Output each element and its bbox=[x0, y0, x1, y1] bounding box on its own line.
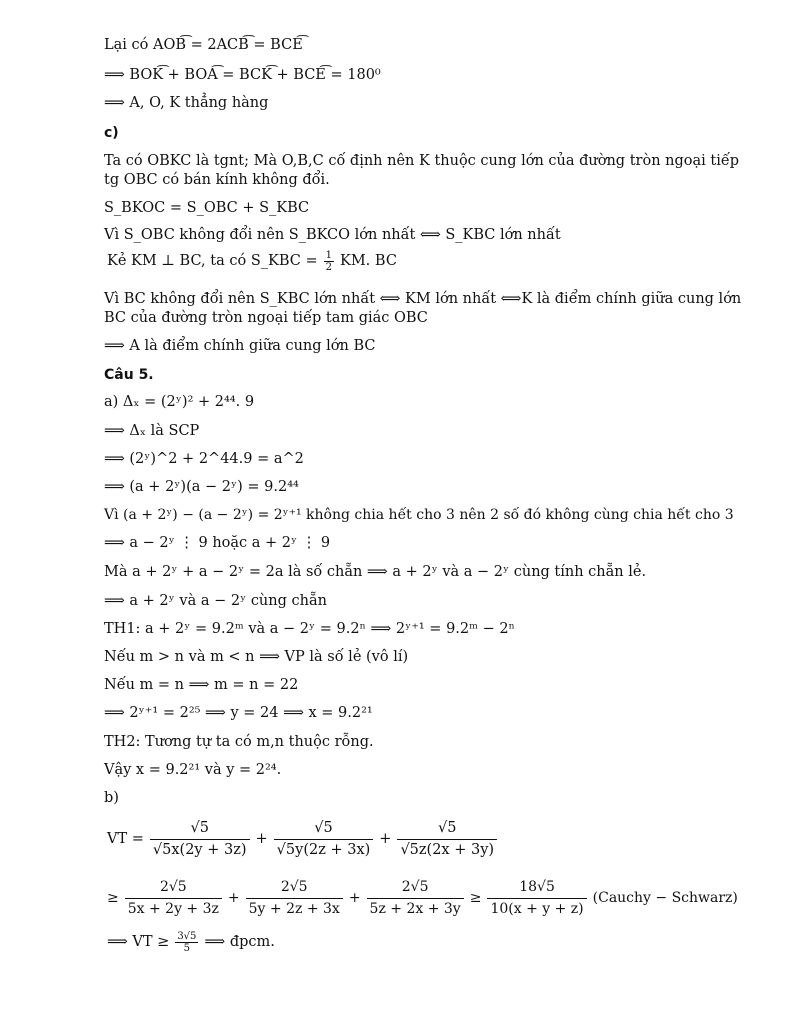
fraction-numerator: √5 bbox=[274, 818, 374, 840]
equation-inequality bbox=[104, 877, 741, 920]
fraction-numerator: 2√5 bbox=[367, 877, 464, 899]
text-line: ⟹ A, O, K thẳng hàng bbox=[104, 95, 269, 111]
text-line: ⟹ a − 2ʸ ⋮ 9 hoặc a + 2ʸ ⋮ 9 bbox=[104, 535, 331, 551]
fraction-denominator: 5x + 2y + 3z bbox=[127, 901, 219, 917]
fraction bbox=[487, 877, 586, 920]
fraction-numerator: √5 bbox=[397, 818, 497, 840]
fraction bbox=[246, 877, 343, 920]
equation-conclusion bbox=[104, 931, 278, 954]
text-fragment: ⟹ VT ≥ bbox=[107, 934, 170, 950]
text-line: Nếu m = n ⟹ m = n = 22 bbox=[104, 677, 299, 693]
fraction-numerator: √5 bbox=[150, 818, 250, 840]
fraction-denominator: √5x(2y + 3z) bbox=[152, 842, 247, 858]
fraction-denominator: 5z + 2x + 3y bbox=[369, 901, 461, 917]
text-line: ⟹ a + 2ʸ và a − 2ʸ cùng chẵn bbox=[104, 593, 327, 609]
text-line: TH2: Tương tự ta có m,n thuộc rỗng. bbox=[104, 734, 374, 750]
text-line: Nếu m > n và m < n ⟹ VP là số lẻ (vô lí) bbox=[104, 649, 409, 665]
fraction-denominator: 2 bbox=[325, 262, 332, 273]
fraction bbox=[274, 818, 374, 861]
text-line: ⟹ (a + 2ʸ)(a − 2ʸ) = 9.2⁴⁴ bbox=[104, 479, 299, 495]
fraction-numerator: 2√5 bbox=[246, 877, 343, 899]
section-heading: c) bbox=[104, 125, 119, 141]
fraction-numerator: 3√5 bbox=[177, 931, 197, 942]
text-line: Lại có AOB͡ = 2ACB͡ = BCE͡ bbox=[104, 37, 303, 53]
text-line: S_BKOC = S_OBC + S_KBC bbox=[104, 200, 310, 216]
text-line: Vì S_OBC không đổi nên S_BKCO lớn nhất ⟺ S_KBC lớn nhất bbox=[104, 227, 561, 243]
plus-sign: + bbox=[227, 890, 240, 906]
plus-sign: + bbox=[255, 831, 268, 847]
fraction-denominator: 5y + 2z + 3x bbox=[248, 901, 340, 917]
equation-note: (Cauchy − Schwarz) bbox=[592, 890, 738, 906]
text-line: Mà a + 2ʸ + a − 2ʸ = 2a là số chẵn ⟹ a + 2ʸ và a − 2ʸ cùng tính chẵn lẻ. bbox=[104, 564, 647, 580]
fraction-denominator: 10(x + y + z) bbox=[490, 901, 584, 917]
fraction bbox=[150, 818, 250, 861]
text-line: TH1: a + 2ʸ = 9.2ᵐ và a − 2ʸ = 9.2ⁿ ⟹ 2ʸ⁺¹ = 9.2ᵐ − 2ⁿ bbox=[104, 621, 515, 637]
plus-sign: + bbox=[379, 831, 392, 847]
fraction-numerator: 2√5 bbox=[125, 877, 222, 899]
fraction bbox=[125, 877, 222, 920]
fraction bbox=[397, 818, 497, 861]
text-line: Vậy x = 9.2²¹ và y = 2²⁴. bbox=[104, 762, 282, 778]
text-line-fraction bbox=[104, 250, 400, 273]
text-paragraph: Vì BC không đổi nên S_KBC lớn nhất ⟺ KM lớn nhất ⟺K là điểm chính giữa cung lớn BC của đường tròn ngoại tiếp tam giác OBC bbox=[104, 291, 742, 326]
text-line: b) bbox=[104, 790, 119, 806]
text-fragment: KM. BC bbox=[340, 253, 397, 269]
fraction-denominator: √5y(2z + 3x) bbox=[276, 842, 371, 858]
text-line: ⟹ Δₓ là SCP bbox=[104, 423, 200, 439]
text-line: ⟹ A là điểm chính giữa cung lớn BC bbox=[104, 338, 376, 354]
fraction-numerator: 1 bbox=[325, 250, 332, 261]
geq-sign: ≥ bbox=[107, 890, 119, 906]
equation-lhs: VT = bbox=[107, 831, 144, 847]
text-line: a) Δₓ = (2ʸ)² + 2⁴⁴. 9 bbox=[104, 394, 255, 410]
text-line: Vì (a + 2ʸ) − (a − 2ʸ) = 2ʸ⁺¹ không chia hết cho 3 nên 2 số đó không cùng chia hết cho 3 bbox=[104, 507, 734, 523]
fraction bbox=[367, 877, 464, 920]
text-paragraph: Ta có OBKC là tgnt; Mà O,B,C cố định nên K thuộc cung lớn của đường tròn ngoại tiếp tg OBC có bán kính không đổi. bbox=[104, 153, 740, 188]
text-fragment: Kẻ KM ⊥ BC, ta có S_KBC = bbox=[107, 253, 318, 269]
plus-sign: + bbox=[348, 890, 361, 906]
text-line: ⟹ 2ʸ⁺¹ = 2²⁵ ⟹ y = 24 ⟹ x = 9.2²¹ bbox=[104, 705, 373, 721]
fraction-denominator: 5 bbox=[183, 943, 191, 954]
equation-vt bbox=[104, 818, 500, 861]
fraction-numerator: 18√5 bbox=[487, 877, 586, 899]
section-heading: Câu 5. bbox=[104, 367, 154, 383]
text-fragment: ⟹ đpcm. bbox=[204, 934, 275, 950]
text-line: ⟹ BOK͡ + BOA͡ = BCK͡ + BCE͡ = 180⁰ bbox=[104, 67, 381, 83]
text-line: ⟹ (2ʸ)^2 + 2^44.9 = a^2 bbox=[104, 451, 304, 467]
fraction bbox=[175, 931, 198, 954]
fraction bbox=[324, 250, 334, 273]
geq-sign: ≥ bbox=[469, 890, 482, 906]
fraction-denominator: √5z(2x + 3y) bbox=[400, 842, 495, 858]
